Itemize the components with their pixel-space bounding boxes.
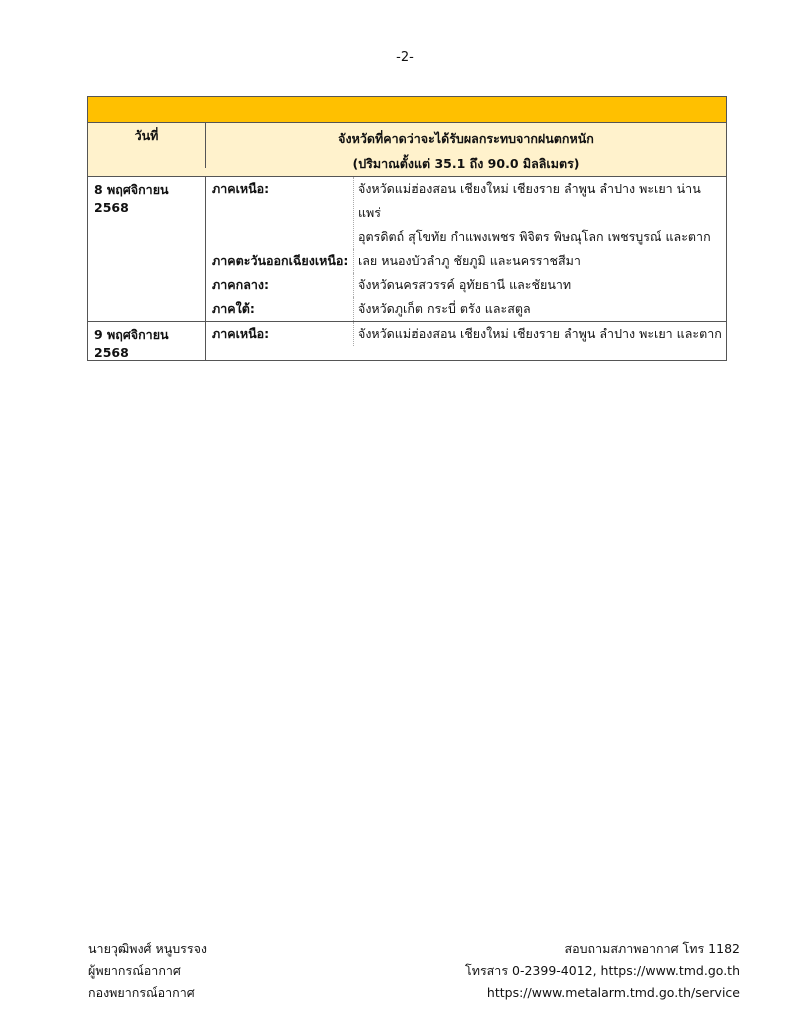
page-number: -2- [396, 50, 414, 65]
province-list [354, 322, 726, 346]
contact-service-url: https://www.metalarm.tmd.go.th/service [486, 985, 740, 1000]
province-line: จังหวัดแม่ฮ่องสอน เชียงใหม่ เชียงราย ลำพูน ลำปาง พะเยา น่าน แพร่ [358, 181, 701, 220]
row-regions [206, 177, 726, 321]
province-line: จังหวัดนครสวรรค์ อุทัยธานี และชัยนาท [358, 277, 572, 292]
province-list [354, 249, 726, 273]
table-header-bar [88, 97, 726, 123]
province-list [354, 177, 726, 249]
table-header-row [88, 123, 726, 177]
region-name: ภาคใต้: [206, 297, 354, 321]
forecaster-name: นายวุฒิพงศ์ หนูบรรจง [88, 941, 208, 956]
region-entry [206, 249, 726, 273]
region-name: ภาคตะวันออกเฉียงเหนือ: [206, 249, 354, 273]
table-row [88, 177, 726, 321]
province-line: จังหวัดแม่ฮ่องสอน เชียงใหม่ เชียงราย ลำพูน ลำปาง พะเยา และตาก [358, 326, 722, 341]
province-line: อุตรดิตถ์ สุโขทัย กำแพงเพชร พิจิตร พิษณุโลก เพชรบูรณ์ และตาก [358, 229, 711, 244]
region-entry [206, 297, 726, 321]
forecaster-signature-block [88, 938, 207, 1004]
province-list [354, 273, 726, 297]
contact-phone: สอบถามสภาพอากาศ โทร 1182 [564, 941, 740, 956]
row-regions [206, 322, 726, 360]
region-name: ภาคกลาง: [206, 273, 354, 297]
region-entry [206, 273, 726, 297]
region-name: ภาคเหนือ: [206, 177, 354, 249]
province-list [354, 297, 726, 321]
header-subtitle: (ปริมาณตั้งแต่ 35.1 ถึง 90.0 มิลลิเมตร) [352, 156, 580, 171]
forecaster-division: กองพยากรณ์อากาศ [88, 985, 195, 1000]
header-title: จังหวัดที่คาดว่าจะได้รับผลกระทบจากฝนตกหนัก [338, 131, 594, 146]
row-date: 8 พฤศจิกายน 2568 [88, 177, 206, 321]
table-row [88, 321, 726, 360]
contact-fax-website: โทรสาร 0-2399-4012, https://www.tmd.go.th [465, 963, 740, 978]
forecaster-title: ผู้พยากรณ์อากาศ [88, 963, 181, 978]
province-line: เลย หนองบัวลำภู ชัยภูมิ และนครราชสีมา [358, 253, 581, 268]
region-entry [206, 177, 726, 249]
region-entry [206, 322, 726, 346]
row-date: 9 พฤศจิกายน 2568 [88, 322, 206, 360]
region-name: ภาคเหนือ: [206, 322, 354, 346]
provinces-column-header [206, 123, 726, 176]
date-column-header: วันที่ [88, 123, 206, 168]
contact-info-block [465, 938, 740, 1004]
province-line: จังหวัดภูเก็ต กระบี่ ตรัง และสตูล [358, 301, 531, 316]
rain-forecast-table [87, 96, 727, 361]
